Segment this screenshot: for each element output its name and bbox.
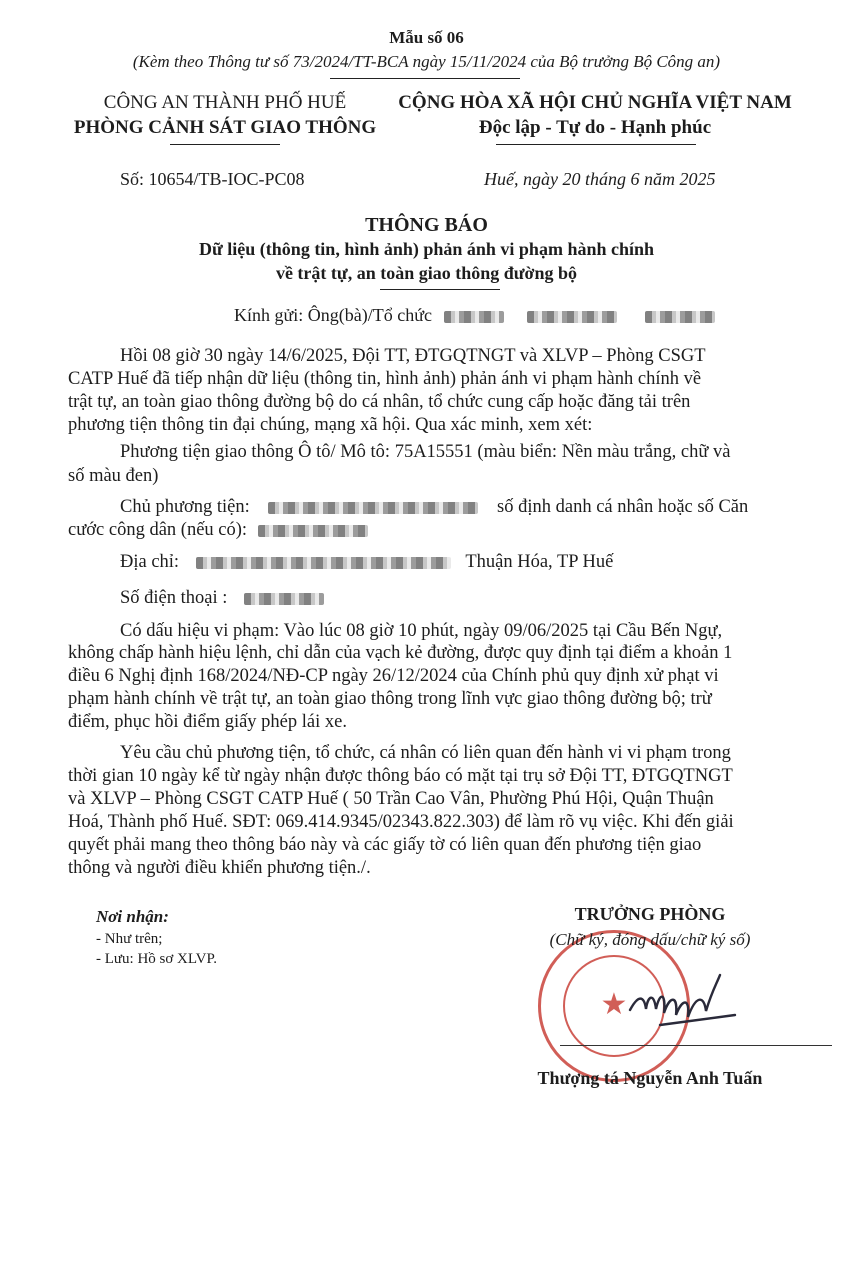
request-line: thời gian 10 ngày kể từ ngày nhận được thông báo có mặt tại trụ sở Đội TT, ĐTGQTNGT — [68, 766, 733, 786]
form-number: Mẫu số 06 — [389, 28, 464, 47]
vehicle-line: Phương tiện giao thông Ô tô/ Mô tô: 75A15551 (màu biển: Nền màu trắng, chữ và — [120, 442, 731, 462]
phone-label: Số điện thoại : — [120, 588, 228, 608]
motto: Độc lập - Tự do - Hạnh phúc — [478, 117, 712, 138]
redacted-name — [645, 311, 715, 323]
document-number: Số: 10654/TB-IOC-PC08 — [120, 169, 305, 189]
violation-line: điều 6 Nghị định 168/2024/NĐ-CP ngày 26/12/2024 của Chính phủ quy định xử phạt vi — [68, 666, 719, 686]
redacted-phone — [244, 593, 324, 605]
owner-line — [120, 497, 748, 518]
signer-name: Thượng tá Nguyễn Anh Tuấn — [537, 1068, 763, 1088]
divider — [496, 144, 696, 145]
form-note: (Kèm theo Thông tư số 73/2024/TT-BCA ngày 15/11/2024 của Bộ trưởng Bộ Công an) — [132, 52, 721, 71]
divider — [380, 289, 500, 290]
signature-stroke — [560, 1045, 832, 1046]
recipients-item: - Như trên; — [96, 931, 163, 947]
redacted-id — [258, 525, 368, 537]
owner-line-2 — [68, 520, 368, 541]
request-line: và XLVP – Phòng CSGT CATP Huế ( 50 Trần Cao Vân, Phường Phú Hội, Quận Thuận — [68, 789, 714, 809]
violation-line: điểm, phục hồi điểm giấy phép lái xe. — [68, 712, 347, 732]
recipient-label: Kính gửi: Ông(bà)/Tổ chức — [234, 305, 432, 325]
body-line: Hồi 08 giờ 30 ngày 14/6/2025, Đội TT, ĐTGQTNGT và XLVP – Phòng CSGT — [120, 346, 706, 366]
recipients-item: - Lưu: Hồ sơ XLVP. — [96, 951, 217, 967]
request-line: Yêu cầu chủ phương tiện, tổ chức, cá nhân có liên quan đến hành vi vi phạm trong — [120, 743, 731, 763]
phone-line — [120, 588, 324, 609]
nation-name: CỘNG HÒA XÃ HỘI CHỦ NGHĨA VIỆT NAM — [398, 92, 792, 113]
body-line: CATP Huế đã tiếp nhận dữ liệu (thông tin, hình ảnh) phản ánh vi phạm hành chính về — [68, 369, 702, 389]
violation-line: không chấp hành hiệu lệnh, chỉ dẫn của vạch kẻ đường, được quy định tại điểm a khoản 1 — [68, 643, 733, 663]
redacted-owner — [268, 502, 478, 514]
document-subtitle-2: về trật tự, an toàn giao thông đường bộ — [275, 263, 578, 283]
body-line: trật tự, an toàn giao thông đường bộ do cá nhân, tổ chức cung cấp hoặc đăng tải trên — [68, 392, 691, 412]
owner-id-caption: cước công dân (nếu có): — [68, 520, 248, 540]
request-line: Hoá, Thành phố Huế. SĐT: 069.414.9345/02343.822.303) để làm rõ vụ việc. Khi đến giải — [68, 812, 734, 832]
redacted-name — [444, 311, 504, 323]
place-date: Huế, ngày 20 tháng 6 năm 2025 — [484, 169, 716, 189]
star-icon: ★ — [600, 987, 628, 1022]
address-label: Địa chỉ: — [120, 552, 180, 572]
owner-id-label: số định danh cá nhân hoặc số Căn — [497, 497, 749, 517]
violation-line: phạm hành chính về trật tự, an toàn giao thông trong lĩnh vực giao thông đường bộ; trừ — [68, 689, 712, 709]
request-line: thông và người điều khiển phương tiện./. — [68, 858, 371, 878]
signer-note: (Chữ ký, đóng dấu/chữ ký số) — [549, 930, 751, 949]
department-name: PHÒNG CẢNH SÁT GIAO THÔNG — [73, 117, 377, 138]
redacted-address — [196, 557, 451, 569]
owner-label: Chủ phương tiện: — [120, 497, 250, 517]
address-tail: Thuận Hóa, TP Huế — [465, 552, 614, 572]
redacted-name — [527, 311, 617, 323]
divider — [170, 144, 280, 145]
recipient-line — [234, 305, 715, 326]
document-subtitle-1: Dữ liệu (thông tin, hình ảnh) phản ánh vi phạm hành chính — [199, 239, 654, 259]
violation-line: Có dấu hiệu vi phạm: Vào lúc 08 giờ 10 phút, ngày 09/06/2025 tại Cầu Bến Ngự, — [120, 621, 723, 641]
agency-name: CÔNG AN THÀNH PHỐ HUẾ — [103, 92, 347, 113]
handwritten-signature — [620, 965, 740, 1035]
request-line: quyết phải mang theo thông báo này và các giấy tờ có liên quan đến phương tiện giao — [68, 835, 702, 855]
body-line: phương tiện thông tin đại chúng, mạng xã hội. Qua xác minh, xem xét: — [68, 415, 593, 435]
address-line — [120, 552, 613, 573]
vehicle-line: số màu đen) — [68, 466, 159, 486]
divider — [330, 78, 520, 79]
document-title: THÔNG BÁO — [365, 214, 488, 236]
recipients-title: Nơi nhận: — [96, 907, 169, 926]
signer-title: TRƯỞNG PHÒNG — [574, 904, 726, 924]
